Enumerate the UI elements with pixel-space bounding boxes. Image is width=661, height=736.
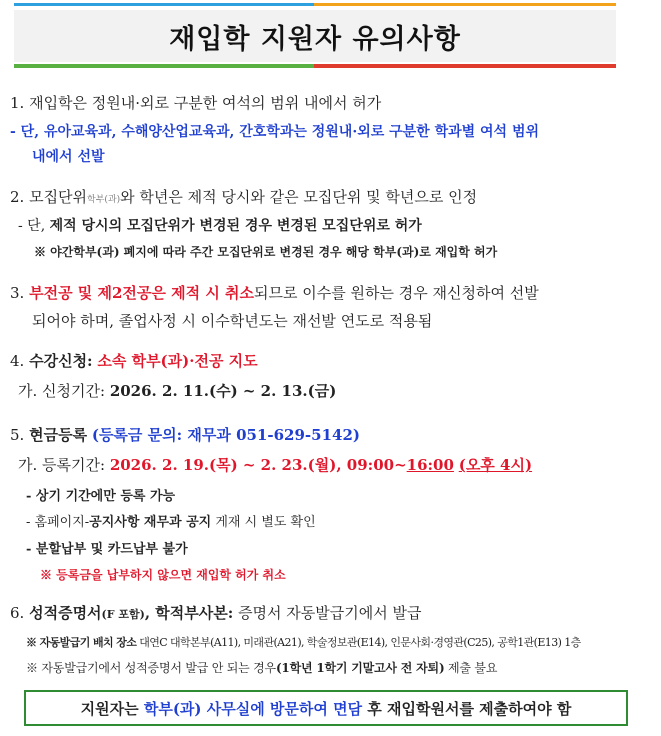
section-4-period-label: 가. 신청기간: <box>18 382 110 400</box>
section-6-label-b: , 학적부사본: <box>144 604 234 622</box>
section-5-period <box>18 454 532 475</box>
section-6-label-a: 성적증명서 <box>29 604 102 622</box>
section-1-sub-line2: 내에서 선발 <box>32 149 105 165</box>
section-5-item2-a: - 홈페이지- <box>26 515 90 530</box>
section-2-sub <box>18 215 422 235</box>
section-5-period-time: 16:00 <box>406 456 454 474</box>
section-3-highlight: 부전공 및 제2전공은 제적 시 취소 <box>29 284 255 302</box>
section-4-label: 수강신청: <box>29 352 93 370</box>
section-5-main <box>10 424 360 445</box>
section-5-item2 <box>26 511 316 530</box>
section-2-sub-prefix: - 단, <box>18 218 50 234</box>
section-2-main <box>10 186 477 207</box>
section-2-main-small: 학부(과) <box>87 195 121 205</box>
section-4-period <box>18 380 336 401</box>
section-2-note: ※ 야간학부(과) 폐지에 따라 주간 모집단위로 변경된 경우 해당 학부(과)로 재입학 허가 <box>34 245 498 259</box>
section-5-item1: - 상기 기간에만 등록 가능 <box>26 489 176 504</box>
section-5-label: 현금등록 <box>29 426 88 444</box>
top-bar-orange <box>314 3 616 6</box>
section-5-period-paren: (오후 4시) <box>458 456 533 474</box>
section-1-main: 1. 재입학은 정원내·외로 구분한 여석의 범위 내에서 허가 <box>10 94 382 112</box>
section-3-rest: 되므로 이수를 원하는 경우 재신청하여 선발 <box>254 284 539 302</box>
section-5-warning: ※ 등록금을 납부하지 않으면 재입학 허가 취소 <box>40 568 286 582</box>
section-3-line2: 되어야 하며, 졸업사정 시 이수학년도는 재선발 연도로 적용됨 <box>32 312 433 330</box>
footer-notice-box <box>24 690 628 726</box>
section-5-item3: - 분할납부 및 카드납부 불가 <box>26 542 188 557</box>
title-banner <box>14 10 616 62</box>
section-6-note1 <box>26 634 581 650</box>
section-6-note2-a: ※ 자동발급기에서 성적증명서 발급 안 되는 경우 <box>26 661 276 675</box>
section-6-note2-c: 제출 불요 <box>444 661 498 675</box>
bottom-color-bar <box>14 64 616 68</box>
footer-b: 학부(과) 사무실에 방문하여 면담 <box>143 699 363 718</box>
section-4-main <box>10 350 258 371</box>
footer-notice-text <box>81 698 572 719</box>
footer-c: 후 재입학원서를 제출하여야 함 <box>362 699 572 718</box>
section-6-note2 <box>26 659 497 676</box>
section-6-note1-a: ※ 자동발급기 배치 장소 <box>26 636 137 649</box>
section-3-num: 3. <box>10 284 30 302</box>
section-6-num: 6. <box>10 604 30 622</box>
section-2-main-a: 2. 모집단위 <box>10 188 88 206</box>
section-2-sub-text: 제적 당시의 모집단위가 변경된 경우 변경된 모집단위로 허가 <box>49 218 422 234</box>
section-6-label-small: (F 포함) <box>101 608 145 621</box>
section-6-note2-b: (1학년 1학기 기말고사 전 자퇴) <box>275 661 445 675</box>
section-5-num: 5. <box>10 426 30 444</box>
page-title: 재입학 지원자 유의사항 <box>169 23 461 55</box>
bottom-bar-red <box>314 64 616 68</box>
section-4-highlight: 소속 학부(과)·전공 지도 <box>97 352 258 370</box>
section-2-main-b: 와 학년은 제적 당시와 같은 모집단위 및 학년으로 인정 <box>120 188 478 206</box>
section-5-item2-b: 공지사항 재무과 공지 <box>89 515 212 530</box>
section-4-period-value: 2026. 2. 11.(수) ~ 2. 13.(금) <box>109 382 337 400</box>
section-6-note1-b: 대연C 대학본부(A11), 미래관(A21), 학술정보관(E14), 인문사회·경영관(C25), 공학1관(E13) 1층 <box>136 636 581 649</box>
section-6-rest: 증명서 자동발급기에서 발급 <box>233 604 422 622</box>
top-bar-blue <box>14 3 314 6</box>
footer-a: 지원자는 <box>80 699 144 718</box>
section-5-period-label: 가. 등록기간: <box>18 456 110 474</box>
section-4-num: 4. <box>10 352 30 370</box>
section-3-line1 <box>10 282 539 303</box>
section-1-sub-line1: - 단, 유아교육과, 수해양산업교육과, 간호학과는 정원내·외로 구분한 학과별 여석 범위 <box>10 124 539 140</box>
section-5-contact: (등록금 문의: 재무과 051-629-5142) <box>91 426 360 444</box>
bottom-bar-green <box>14 64 314 68</box>
top-color-bar <box>14 3 616 6</box>
section-5-period-value: 2026. 2. 19.(목) ~ 2. 23.(월), 09:00~ <box>109 456 407 474</box>
section-5-item2-c: 게재 시 별도 확인 <box>211 515 316 530</box>
section-6-main <box>10 602 421 623</box>
